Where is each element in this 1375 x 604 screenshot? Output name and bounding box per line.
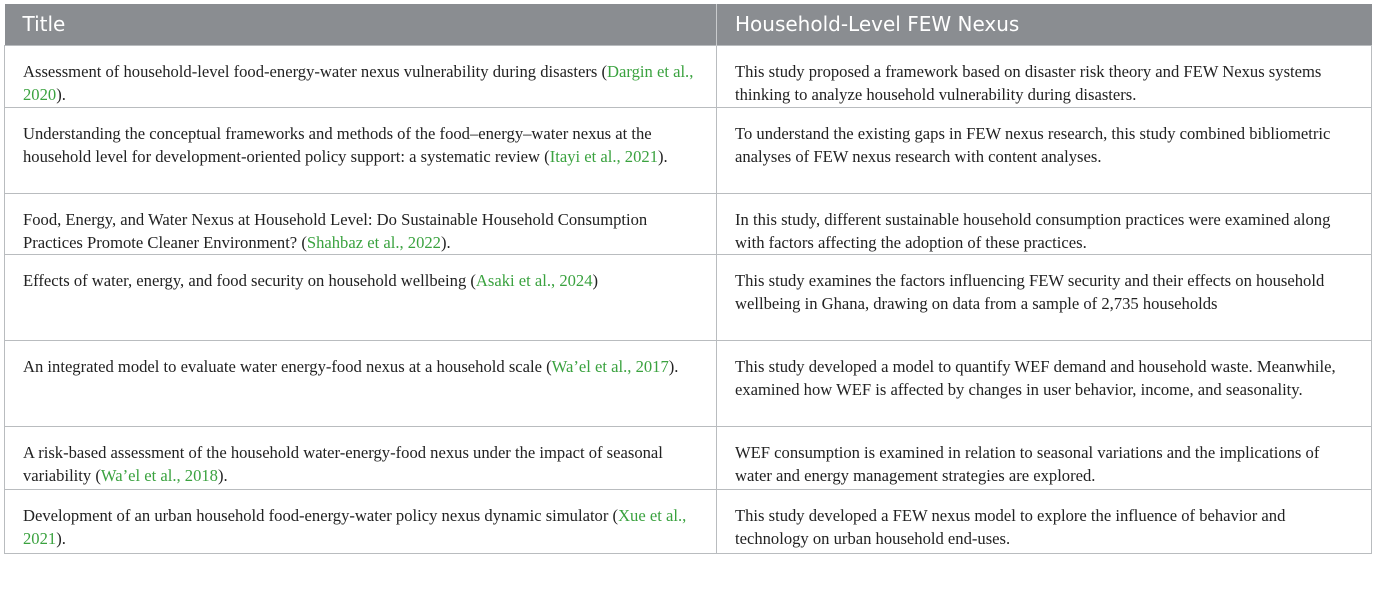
title-cell: Effects of water, energy, and food security on household wellbeing (Asaki et al., 2024) [5,254,717,340]
title-text: Assessment of household-level food-energy-water nexus vulnerability during disasters [23,61,602,81]
citation-suffix: ). [440,232,451,252]
title-text: Food, Energy, and Water Nexus at Household Level: Do Sustainable Household Consumption Practices Promote Cleaner Environment? [23,209,648,252]
title-cell: Understanding the conceptual frameworks and methods of the food–energy–water nexus at the household level for development-oriented policy support: a systematic review (Itayi et al., 2021). [5,107,717,193]
summary-cell: This study examines the factors influencing FEW security and their effects on household wellbeing in Ghana, drawing on data from a sample of 2,735 households [717,254,1372,340]
citation-suffix: ). [56,84,66,104]
title-text: Understanding the conceptual frameworks and methods of the food–energy–water nexus at the household level for development-oriented policy support: a systematic review [23,123,652,166]
citation-link[interactable]: Asaki et al., 2024 [475,270,593,290]
summary-cell: This study developed a model to quantify WEF demand and household waste. Meanwhile, examined how WEF is affected by changes in user behavior, income, and seasonality. [717,340,1372,426]
citation-link[interactable]: Wa’el et al., 2018 [100,465,218,485]
citation-link[interactable]: Dargin et al., 2020 [23,61,694,104]
table-row [5,254,1372,340]
title-cell: A risk-based assessment of the household water-energy-food nexus under the impact of seasonal variability (Wa’el et al., 2018). [5,426,717,489]
header-row [5,4,1372,45]
title-text: An integrated model to evaluate water energy-food nexus at a household scale [23,356,547,376]
title-cell: Food, Energy, and Water Nexus at Household Level: Do Sustainable Household Consumption Practices Promote Cleaner Environment? (Shahbaz et al., 2022). [5,193,717,254]
table-row [5,45,1372,107]
summary-cell: This study proposed a framework based on disaster risk theory and FEW Nexus systems thinking to analyze household vulnerability during disasters. [717,45,1372,107]
citation-link[interactable]: Shahbaz et al., 2022 [306,232,441,252]
citation-link[interactable]: Wa’el et al., 2017 [551,356,669,376]
citation-link[interactable]: Xue et al., 2021 [23,505,687,548]
citation-suffix: ). [217,465,228,485]
table-row [5,426,1372,489]
citation-suffix: ) [592,270,599,290]
literature-table [4,4,1372,554]
citation-link[interactable]: Itayi et al., 2021 [549,146,658,166]
title-cell: Development of an urban household food-energy-water policy nexus dynamic simulator (Xue et al., 2021). [5,489,717,553]
title-text: Development of an urban household food-energy-water policy nexus dynamic simulator [23,505,613,525]
citation-suffix: ). [56,528,66,548]
table-row [5,489,1372,553]
summary-cell: This study developed a FEW nexus model to explore the influence of behavior and technology on urban household end-uses. [717,489,1372,553]
summary-cell: In this study, different sustainable household consumption practices were examined along with factors affecting the adoption of these practices. [717,193,1372,254]
title-cell: Assessment of household-level food-energy-water nexus vulnerability during disasters (Dargin et al., 2020). [5,45,717,107]
table-row [5,340,1372,426]
table-row [5,193,1372,254]
title-text: A risk-based assessment of the household water-energy-food nexus under the impact of seasonal variability [23,442,663,485]
summary-cell: To understand the existing gaps in FEW nexus research, this study combined bibliometric analyses of FEW nexus research with content analyses. [717,107,1372,193]
title-text: Effects of water, energy, and food security on household wellbeing [23,270,471,290]
table-row [5,107,1372,193]
header-title: Title [5,4,717,45]
header-few-nexus: Household-Level FEW Nexus [717,4,1372,45]
citation-suffix: ). [668,356,679,376]
summary-cell: WEF consumption is examined in relation to seasonal variations and the implications of water and energy management strategies are explored. [717,426,1372,489]
title-cell: An integrated model to evaluate water energy-food nexus at a household scale (Wa’el et al., 2017). [5,340,717,426]
citation-suffix: ). [658,146,668,166]
